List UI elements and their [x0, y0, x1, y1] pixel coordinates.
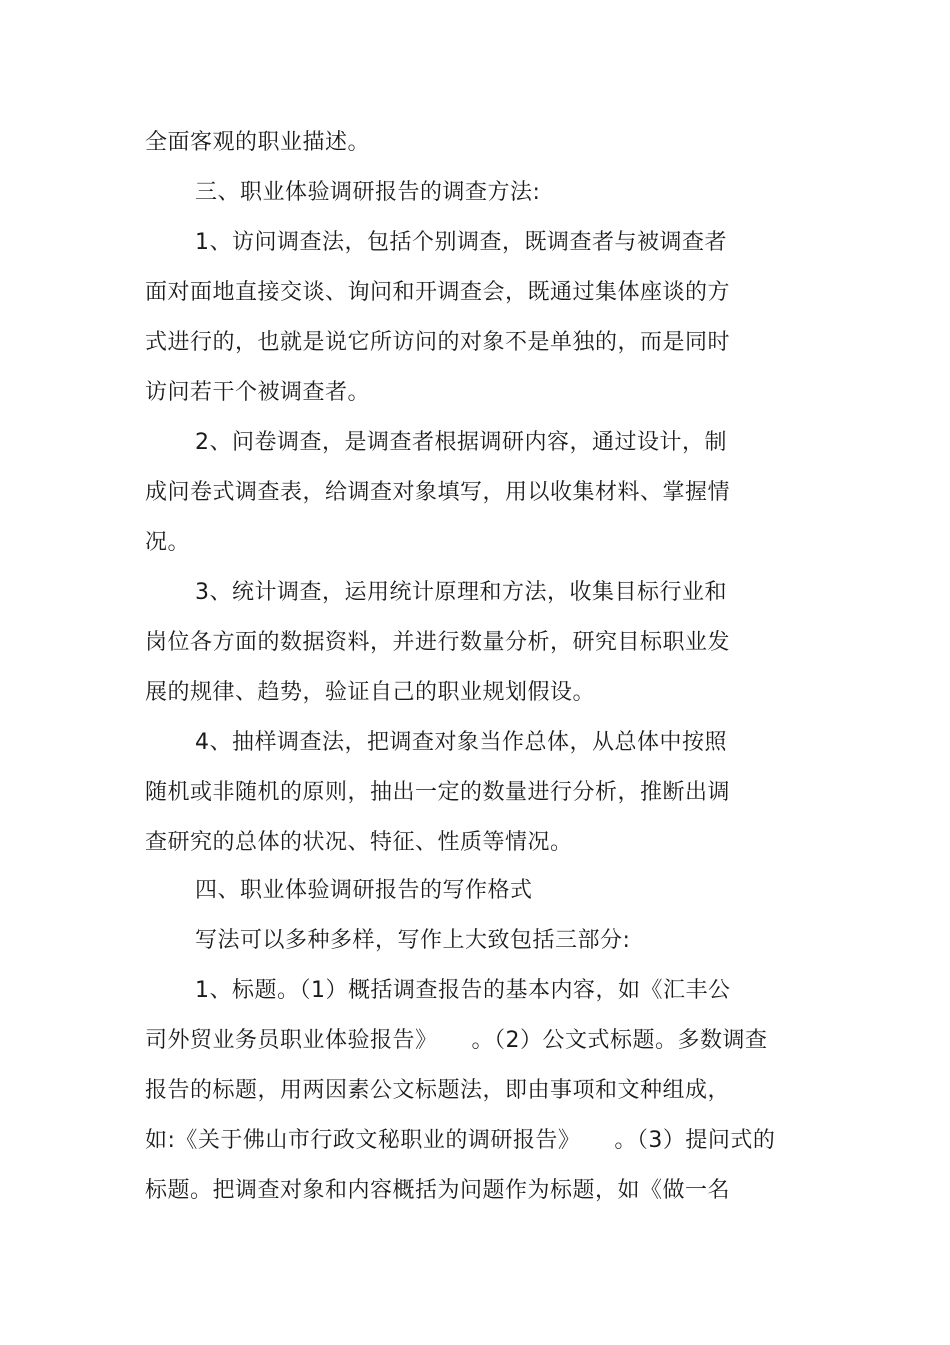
text-line: 况。 [145, 530, 191, 555]
text-line: 3、统计调查，运用统计原理和方法，收集目标行业和 [195, 580, 727, 605]
text-line: 访问若干个被调查者。 [145, 380, 371, 405]
text-line: 1、访问调查法，包括个别调查，既调查者与被调查者 [195, 230, 727, 255]
text-line: 式进行的，也就是说它所访问的对象不是单独的，而是同时 [145, 330, 731, 355]
text-line: 岗位各方面的数据资料，并进行数量分析，研究目标职业发 [145, 630, 731, 655]
section-heading: 三、职业体验调研报告的调查方法: [195, 180, 541, 205]
text-line: 1、标题。（1）概括调查报告的基本内容，如《汇丰公 [195, 978, 731, 1003]
text-line: 面对面地直接交谈、询问和开调查会，既通过集体座谈的方 [145, 280, 731, 305]
text-line: 标题。把调查对象和内容概括为问题作为标题，如《做一名 [145, 1178, 731, 1203]
text-line: 4、抽样调查法，把调查对象当作总体，从总体中按照 [195, 730, 727, 755]
text-line: 查研究的总体的状况、特征、性质等情况。 [145, 830, 573, 855]
text-line: 全面客观的职业描述。 [145, 130, 371, 155]
section-heading: 四、职业体验调研报告的写作格式 [195, 878, 533, 903]
text-line: 展的规律、趋势，验证自己的职业规划假设。 [145, 680, 596, 705]
text-line: 成问卷式调查表，给调查对象填写，用以收集材料、掌握情 [145, 480, 731, 505]
text-line: 如:《关于佛山市行政文秘职业的调研报告》 。（3）提问式的 [145, 1128, 776, 1153]
text-line: 司外贸业务员职业体验报告》 。（2）公文式标题。多数调查 [145, 1028, 768, 1053]
text-line: 2、问卷调查，是调查者根据调研内容，通过设计，制 [195, 430, 727, 455]
text-line: 写法可以多种多样，写作上大致包括三部分: [195, 928, 631, 953]
text-line: 报告的标题，用两因素公文标题法，即由事项和文种组成， [145, 1078, 731, 1103]
text-line: 随机或非随机的原则，抽出一定的数量进行分析，推断出调 [145, 780, 731, 805]
